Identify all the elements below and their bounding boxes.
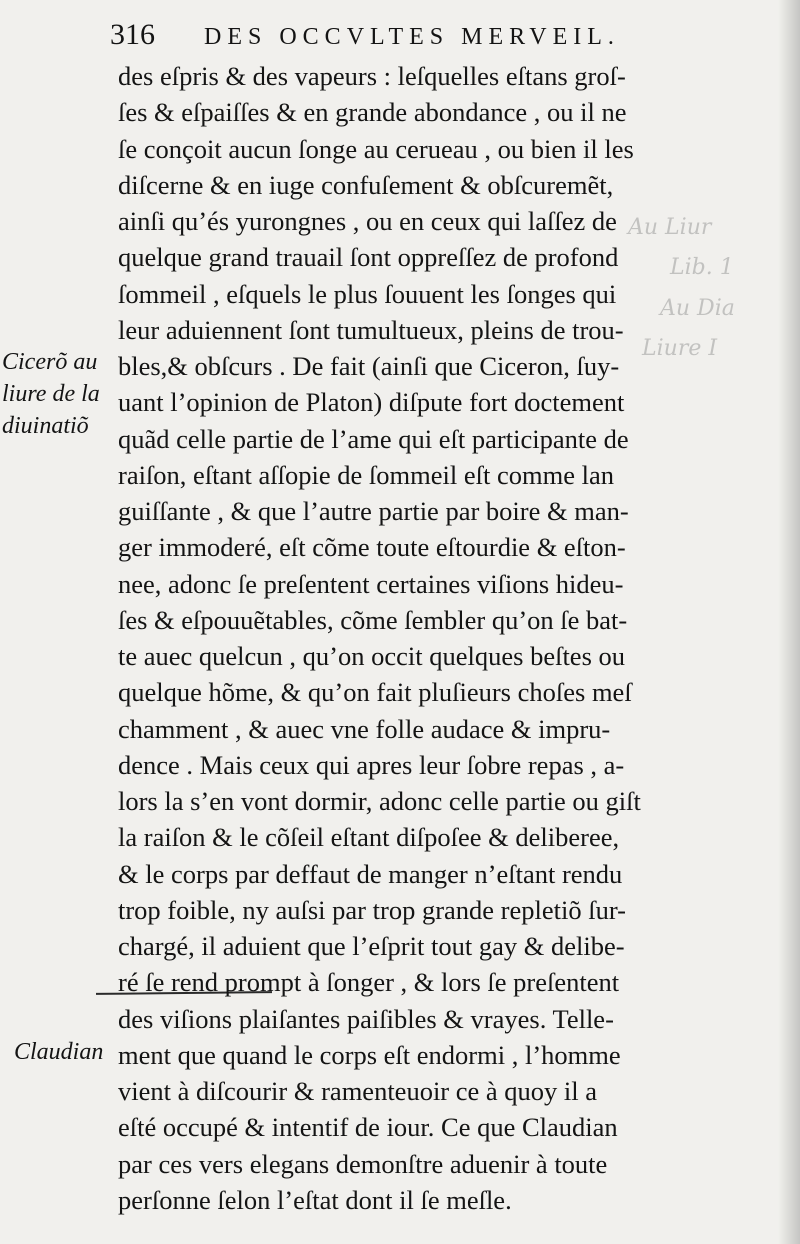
text-line: par ces vers elegans demonſtre aduenir à toute — [118, 1148, 608, 1179]
page-header — [110, 16, 670, 58]
text-line: leur aduiennent ſont tumultueux, pleins de trou- — [118, 314, 624, 345]
text-line: des viſions plaiſantes paiſibles & vrayes. Telle- — [118, 1003, 614, 1034]
text-line: te auec quelcun , qu’on occit quelques beſtes ou — [118, 641, 626, 671]
text-line: ſes & eſpouuẽtables, cõme ſembler qu’on ſe bat- — [118, 604, 628, 635]
text-line: ré ſe rend prompt à ſonger , & lors ſe preſentent — [118, 967, 620, 998]
bleed-through-text: Liure I — [642, 336, 718, 361]
margin-note-line: liure de la — [2, 381, 100, 407]
text-line: & le corps par deffaut de manger n’eſtant rendu — [118, 858, 623, 889]
running-title: DES OCCVLTES MERVEIL. — [204, 24, 620, 50]
text-line: chamment , & auec vne folle audace & impru- — [118, 713, 611, 744]
text-line: vient à diſcourir & ramenteuoir ce à quoy il a — [118, 1076, 598, 1106]
text-line: ſes & eſpaiſſes & en grande abondance , ou il ne — [118, 97, 627, 128]
text-line: quelque hõme, & qu’on fait pluſieurs choſes meſ — [118, 677, 632, 708]
text-line: ger immoderé, eſt cõme toute eſtourdie & eſton- — [118, 532, 626, 563]
bleed-through-text: Au Liur — [628, 215, 712, 240]
text-line: la raiſon & le cõſeil eſtant diſpoſee & deliberee, — [118, 822, 620, 853]
text-line: ſe conçoit aucun ſonge au cerueau , ou bien il les — [118, 133, 634, 164]
text-line: eſté occupé & intentif de iour. Ce que Claudian — [118, 1112, 618, 1143]
margin-note-claudian — [14, 1036, 103, 1068]
margin-note-line: Cicerõ au — [2, 349, 98, 375]
text-line: perſonne ſelon l’eſtat dont il ſe meſle. — [118, 1184, 512, 1215]
text-line: dence . Mais ceux qui apres leur ſobre repas , a- — [118, 749, 625, 780]
text-line: bles,& obſcurs . De fait (ainſi que Ciceron, ſuy- — [118, 351, 620, 381]
text-line: ment que quand le corps eſt endormi , l’homme — [118, 1039, 621, 1070]
text-line: uant l’opinion de Platon) diſpute fort doctement — [118, 387, 625, 418]
margin-note-line: Claudian — [14, 1039, 104, 1065]
text-line: nee, adonc ſe preſentent certaines viſions hideu- — [118, 568, 624, 599]
margin-note-line: diuinatiõ — [2, 413, 89, 439]
text-line: chargé, il aduient que l’eſprit tout gay & delibe- — [118, 931, 625, 961]
text-line: ſommeil , eſquels le plus ſouuent les ſonges qui — [118, 278, 617, 309]
bleed-through-text: Lib. 1 — [670, 255, 734, 280]
text-line: diſcerne & en iuge confuſement & obſcuremẽt, — [118, 169, 614, 200]
text-line: trop foible, ny auſsi par trop grande repletiõ ſur- — [118, 894, 626, 925]
text-line: lors la s’en vont dormir, adonc celle partie ou giſt — [118, 786, 641, 816]
text-line: raiſon, eſtant aſſopie de ſommeil eſt comme lan — [118, 459, 614, 490]
text-line: des eſpris & des vapeurs : leſquelles eſtans groſ- — [118, 61, 626, 91]
text-line: ainſi qu’és yurongnes , ou en ceux qui laſſez de — [118, 206, 617, 236]
bleed-through-text: Au Dia — [660, 296, 735, 321]
text-line: guiſſante , & que l’autre partie par boire & man- — [118, 496, 629, 526]
page-number: 316 — [110, 18, 155, 51]
margin-note-cicero — [2, 346, 100, 442]
text-line: quelque grand trauail ſont oppreſſez de profond — [118, 242, 619, 273]
body-text — [118, 58, 743, 1218]
page-edge-shadow — [778, 0, 800, 1244]
text-line: quãd celle partie de l’ame qui eſt participante de — [118, 423, 629, 454]
